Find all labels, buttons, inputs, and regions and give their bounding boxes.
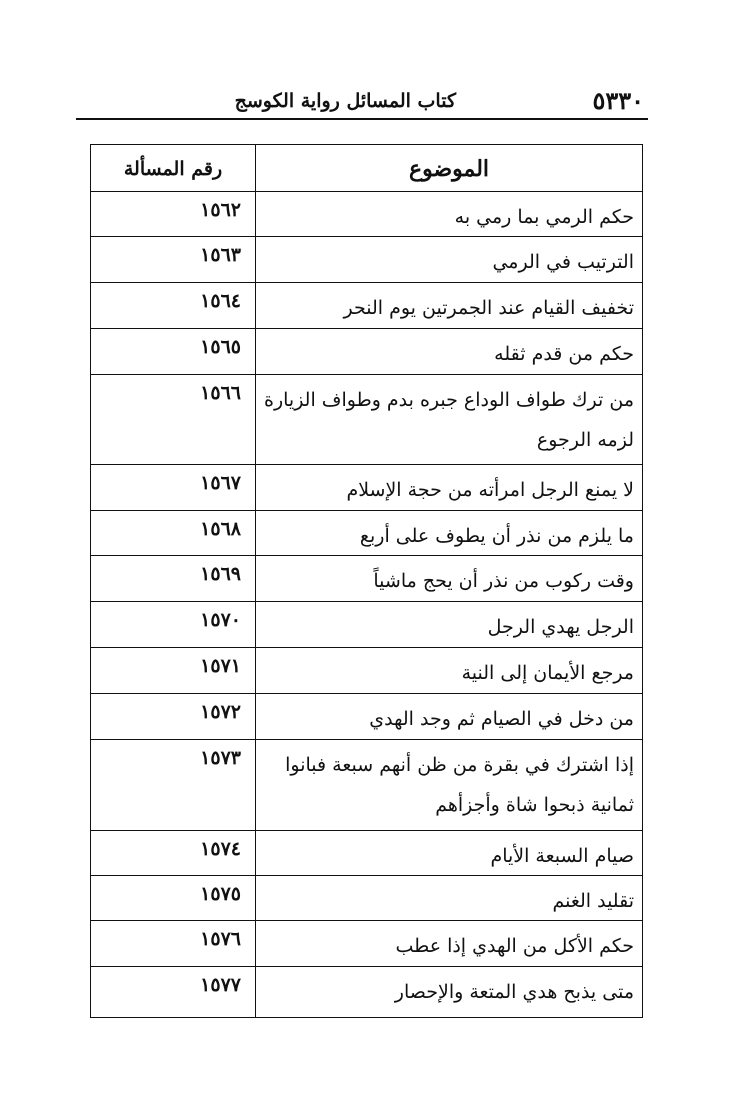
table-row — [91, 831, 642, 876]
table-row — [91, 283, 642, 329]
table-row — [91, 237, 642, 283]
table-row — [91, 602, 642, 648]
number-cell: ١٥٦٢ — [200, 199, 241, 221]
topic-cell: ما يلزم من نذر أن يطوف على أربع — [255, 511, 642, 555]
table-row — [91, 921, 642, 967]
topic-cell: الترتيب في الرمي — [255, 237, 642, 282]
column-header-number: رقم المسألة — [123, 158, 223, 180]
topic-cell: مرجع الأيمان إلى النية — [255, 648, 642, 693]
number-cell: ١٥٧٤ — [200, 838, 241, 860]
topic-cell: وقت ركوب من نذر أن يحج ماشياً — [255, 556, 642, 601]
book-title: كتاب المسائل رواية الكوسج — [234, 90, 456, 112]
number-cell: ١٥٦٧ — [200, 472, 241, 494]
page-header — [76, 84, 648, 120]
topic-cell: حكم من قدم ثقله — [255, 329, 642, 374]
index-table — [90, 144, 643, 1018]
header-divider — [76, 118, 648, 120]
table-row — [91, 192, 642, 237]
table-row — [91, 465, 642, 511]
number-cell: ١٥٦٤ — [200, 290, 241, 312]
table-row — [91, 694, 642, 740]
number-cell: ١٥٦٣ — [200, 244, 241, 266]
table-row — [91, 375, 642, 465]
topic-cell: من دخل في الصيام ثم وجد الهدي — [255, 694, 642, 739]
table-header-row — [91, 145, 642, 192]
topic-cell: إذا اشترك في بقرة من ظن أنهم سبعة فبانوا ثمانية ذبحوا شاة وأجزأهم — [255, 740, 642, 830]
topic-cell: تخفيف القيام عند الجمرتين يوم النحر — [255, 283, 642, 328]
number-cell: ١٥٦٦ — [200, 382, 241, 404]
topic-cell: متى يذبح هدي المتعة والإحصار — [255, 967, 642, 1017]
page-number: ٥٣٣٠ — [592, 86, 644, 115]
table-row — [91, 511, 642, 556]
number-cell: ١٥٦٩ — [200, 563, 241, 585]
topic-cell: حكم الرمي بما رمي به — [255, 192, 642, 236]
table-row — [91, 329, 642, 375]
topic-cell: تقليد الغنم — [255, 876, 642, 920]
topic-cell: حكم الأكل من الهدي إذا عطب — [255, 921, 642, 966]
number-cell: ١٥٦٨ — [200, 518, 241, 540]
topic-cell: لا يمنع الرجل امرأته من حجة الإسلام — [255, 465, 642, 510]
number-cell: ١٥٧٣ — [200, 747, 241, 769]
number-cell: ١٥٧٢ — [200, 701, 241, 723]
number-cell: ١٥٧١ — [200, 655, 241, 677]
number-cell: ١٥٧٥ — [200, 883, 241, 905]
topic-cell: صيام السبعة الأيام — [255, 831, 642, 875]
table-row — [91, 556, 642, 602]
topic-cell: من ترك طواف الوداع جبره بدم وطواف الزيارة لزمه الرجوع — [255, 375, 642, 464]
topic-cell: الرجل يهدي الرجل — [255, 602, 642, 647]
table-row — [91, 876, 642, 921]
number-cell: ١٥٧٧ — [200, 974, 241, 996]
number-cell: ١٥٦٥ — [200, 336, 241, 358]
table-row — [91, 967, 642, 1017]
number-cell: ١٥٧٦ — [200, 928, 241, 950]
table-row — [91, 648, 642, 694]
table-row — [91, 740, 642, 831]
column-header-topic: الموضوع — [255, 145, 642, 191]
number-cell: ١٥٧٠ — [200, 609, 241, 631]
